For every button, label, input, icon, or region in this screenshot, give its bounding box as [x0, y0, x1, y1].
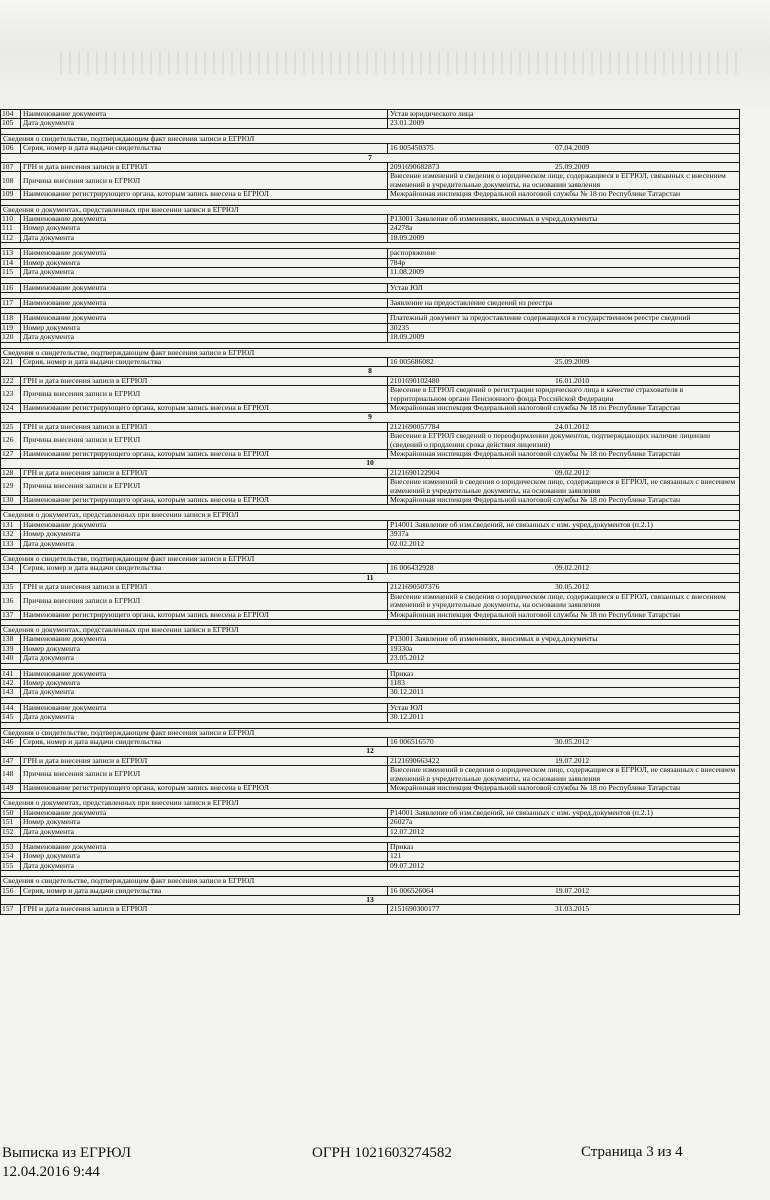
field-value-pair [390, 163, 737, 171]
field-label: Серия, номер и дата выдачи свидетельства [21, 357, 388, 366]
record-row [1, 283, 740, 292]
field-value: Внесение в ЕГРЮЛ сведений о регистрации юридического лица в качестве страхователя в территориальном органе Пенсионного фонда Российской Федерации [388, 386, 740, 404]
field-label: Номер документа [21, 852, 388, 861]
field-value-primary: 2121690122904 [390, 468, 440, 477]
field-value: Р14001 Заявление об изм.сведений, не связанных с изм. учред.документов (п.2.1) [388, 520, 740, 529]
field-value-date: 09.02.2012 [555, 468, 590, 477]
field-label: Номер документа [21, 644, 388, 653]
row-number: 133 [1, 539, 21, 548]
row-number: 149 [1, 784, 21, 793]
row-number: 106 [1, 144, 21, 153]
field-value: Заявление на предоставление сведений из реестра [388, 298, 740, 307]
field-value: Межрайонная инспекция Федеральной налоговой службы № 18 по Республике Татарстан [388, 610, 740, 619]
footer-ogrn: ОГРН 1021603274582 [312, 1145, 452, 1161]
field-value: 30.12.2011 [388, 713, 740, 722]
record-row [1, 886, 740, 895]
row-number: 139 [1, 644, 21, 653]
record-row [1, 678, 740, 687]
record-counter-row [1, 573, 740, 582]
field-value [388, 163, 740, 172]
row-number: 144 [1, 703, 21, 712]
record-row [1, 323, 740, 332]
record-counter: 10 [1, 459, 740, 468]
record-counter: 11 [1, 573, 740, 582]
field-value: Приказ [388, 843, 740, 852]
field-label: Наименование документа [21, 298, 388, 307]
field-value-date: 19.07.2012 [555, 756, 590, 765]
record-counter-row [1, 747, 740, 756]
row-number: 138 [1, 635, 21, 644]
field-label: Наименование регистрирующего органа, которым запись внесена в ЕГРЮЛ [21, 190, 388, 199]
field-label: Наименование регистрирующего органа, которым запись внесена в ЕГРЮЛ [21, 450, 388, 459]
row-number: 126 [1, 432, 21, 450]
record-row [1, 703, 740, 712]
field-value-primary: 2121690663422 [390, 756, 440, 765]
section-header-row [1, 799, 740, 808]
row-number: 147 [1, 756, 21, 765]
field-value-pair [390, 358, 737, 366]
egrul-records-body [1, 110, 740, 915]
field-label: Номер документа [21, 258, 388, 267]
record-counter-row [1, 413, 740, 422]
field-label: Причина внесения записи в ЕГРЮЛ [21, 478, 388, 496]
section-header: Сведения о свидетельстве, подтверждающем факт внесения записи в ЕГРЮЛ [1, 555, 740, 564]
field-label: ГРН и дата внесения записи в ЕГРЮЛ [21, 468, 388, 477]
record-row [1, 190, 740, 199]
field-value: 12.07.2012 [388, 827, 740, 836]
record-row [1, 163, 740, 172]
field-label: Серия, номер и дата выдачи свидетельства [21, 144, 388, 153]
record-counter: 9 [1, 413, 740, 422]
field-value: Платежный документ за предоставление содержащихся в государственном реестре сведений [388, 314, 740, 323]
record-row [1, 539, 740, 548]
record-row [1, 861, 740, 870]
field-value-primary: 16 006526064 [390, 886, 434, 895]
section-header-row [1, 555, 740, 564]
row-number: 105 [1, 119, 21, 128]
field-label: Дата документа [21, 827, 388, 836]
record-row [1, 713, 740, 722]
field-label: ГРН и дата внесения записи в ЕГРЮЛ [21, 905, 388, 914]
field-value-primary: 16 005450375 [390, 143, 434, 153]
field-label: Наименование документа [21, 635, 388, 644]
field-value-date: 07.04.2009 [555, 143, 590, 153]
field-value: 784р [388, 258, 740, 267]
record-row [1, 592, 740, 610]
field-label: Наименование документа [21, 843, 388, 852]
row-number: 145 [1, 713, 21, 722]
field-value-primary: 2091690682873 [390, 162, 440, 172]
field-value-pair [390, 377, 737, 385]
field-value [388, 422, 740, 431]
field-label: Причина внесения записи в ЕГРЮЛ [21, 432, 388, 450]
record-row [1, 224, 740, 233]
record-row [1, 520, 740, 529]
field-value [388, 756, 740, 765]
section-header-row [1, 728, 740, 737]
field-label: Номер документа [21, 224, 388, 233]
field-value-date: 19.07.2012 [555, 886, 590, 895]
field-label: Номер документа [21, 818, 388, 827]
field-value-date: 25.09.2009 [555, 162, 590, 172]
record-row [1, 376, 740, 385]
field-label: Наименование документа [21, 808, 388, 817]
field-label: Дата документа [21, 861, 388, 870]
record-row [1, 422, 740, 431]
field-value: Межрайонная инспекция Федеральной налоговой службы № 18 по Республике Татарстан [388, 190, 740, 199]
field-label: Наименование регистрирующего органа, которым запись внесена в ЕГРЮЛ [21, 784, 388, 793]
record-counter: 12 [1, 747, 740, 756]
record-row [1, 654, 740, 663]
field-value-pair [390, 738, 737, 746]
row-number: 141 [1, 669, 21, 678]
row-number: 151 [1, 818, 21, 827]
row-number: 142 [1, 678, 21, 687]
row-number: 132 [1, 530, 21, 539]
field-value: Приказ [388, 669, 740, 678]
row-number: 153 [1, 843, 21, 852]
record-row [1, 756, 740, 765]
field-label: ГРН и дата внесения записи в ЕГРЮЛ [21, 376, 388, 385]
row-number: 155 [1, 861, 21, 870]
field-label: Наименование документа [21, 110, 388, 119]
field-value-pair [390, 757, 737, 765]
field-value [388, 905, 740, 914]
section-header: Сведения о документах, представленных при внесении записи в ЕГРЮЛ [1, 511, 740, 520]
field-value [388, 886, 740, 895]
row-number: 112 [1, 233, 21, 242]
field-value-primary: 2121690057784 [390, 422, 440, 431]
row-number: 127 [1, 450, 21, 459]
field-label: Наименование документа [21, 249, 388, 258]
record-row [1, 827, 740, 836]
field-value: 23.05.2012 [388, 654, 740, 663]
footer-page-number: Страница 3 из 4 [581, 1144, 683, 1160]
field-label: Наименование документа [21, 314, 388, 323]
row-number: 104 [1, 110, 21, 119]
row-number: 123 [1, 386, 21, 404]
field-value [388, 357, 740, 366]
field-label: Наименование документа [21, 669, 388, 678]
record-row [1, 905, 740, 914]
field-value: 3937а [388, 530, 740, 539]
field-value: Межрайонная инспекция Федеральной налоговой службы № 18 по Республике Татарстан [388, 496, 740, 505]
record-row [1, 119, 740, 128]
field-value [388, 564, 740, 573]
section-header: Сведения о документах, представленных при внесении записи в ЕГРЮЛ [1, 205, 740, 214]
field-value: Межрайонная инспекция Федеральной налоговой службы № 18 по Республике Татарстан [388, 784, 740, 793]
row-number: 121 [1, 357, 21, 366]
row-number: 120 [1, 333, 21, 342]
record-row [1, 233, 740, 242]
field-value: 11.08.2009 [388, 268, 740, 277]
field-value-date: 24.01.2012 [555, 422, 590, 431]
field-value-primary: 16 006516570 [390, 737, 434, 746]
record-row [1, 468, 740, 477]
record-row [1, 766, 740, 784]
row-number: 150 [1, 808, 21, 817]
record-row [1, 144, 740, 153]
section-header-row [1, 877, 740, 886]
egrul-records-table [0, 109, 740, 915]
record-row [1, 386, 740, 404]
record-row [1, 249, 740, 258]
record-counter-row [1, 459, 740, 468]
record-counter: 8 [1, 367, 740, 376]
section-header: Сведения о свидетельстве, подтверждающем факт внесения записи в ЕГРЮЛ [1, 877, 740, 886]
field-label: Наименование документа [21, 283, 388, 292]
field-value-primary: 2151690300177 [390, 904, 440, 914]
field-value: Межрайонная инспекция Федеральной налоговой службы № 18 по Республике Татарстан [388, 403, 740, 412]
field-value-date: 09.02.2012 [555, 563, 590, 573]
field-label: Номер документа [21, 678, 388, 687]
row-number: 146 [1, 737, 21, 746]
field-value [388, 737, 740, 746]
section-header-row [1, 134, 740, 143]
record-row [1, 172, 740, 190]
row-number: 124 [1, 403, 21, 412]
record-row [1, 818, 740, 827]
record-row [1, 215, 740, 224]
field-value: Р14001 Заявление об изм.сведений, не связанных с изм. учред.документов (п.2.1) [388, 808, 740, 817]
record-row [1, 669, 740, 678]
field-value-primary: 2121690507376 [390, 582, 440, 592]
field-label: Дата документа [21, 539, 388, 548]
field-label: Наименование регистрирующего органа, которым запись внесена в ЕГРЮЛ [21, 496, 388, 505]
row-number: 115 [1, 268, 21, 277]
section-header-row [1, 511, 740, 520]
field-value-primary: 2101690102480 [390, 376, 440, 385]
field-value [388, 144, 740, 153]
section-header: Сведения о свидетельстве, подтверждающем факт внесения записи в ЕГРЮЛ [1, 728, 740, 737]
field-label: Наименование документа [21, 520, 388, 529]
field-value: 23.01.2009 [388, 119, 740, 128]
record-row [1, 843, 740, 852]
row-number: 117 [1, 298, 21, 307]
row-number: 114 [1, 258, 21, 267]
row-number: 143 [1, 688, 21, 697]
field-value-date: 16.01.2010 [555, 376, 590, 385]
row-number: 109 [1, 190, 21, 199]
record-row [1, 450, 740, 459]
field-value-pair [390, 887, 737, 895]
field-value-pair [390, 905, 737, 913]
row-number: 108 [1, 172, 21, 190]
field-value-date: 31.03.2015 [555, 904, 590, 914]
record-row [1, 784, 740, 793]
field-value-date: 30.05.2012 [555, 737, 590, 746]
record-row [1, 432, 740, 450]
row-number: 157 [1, 905, 21, 914]
record-row [1, 530, 740, 539]
record-counter-row [1, 153, 740, 162]
field-label: Серия, номер и дата выдачи свидетельства [21, 564, 388, 573]
field-value-primary: 16 006432928 [390, 563, 434, 573]
field-value: 121 [388, 852, 740, 861]
row-number: 128 [1, 468, 21, 477]
field-value [388, 468, 740, 477]
field-value: Р13001 Заявление об изменениях, вносимых в учред.документы [388, 215, 740, 224]
field-value: Внесение изменений в сведения о юридическом лице, содержащиеся в ЕГРЮЛ, не связанных с внесением изменений в учредительные документы, на основании заявления [388, 766, 740, 784]
field-label: Дата документа [21, 333, 388, 342]
field-value-pair [390, 144, 737, 152]
field-value [388, 376, 740, 385]
field-label: Серия, номер и дата выдачи свидетельства [21, 886, 388, 895]
field-label: Дата документа [21, 119, 388, 128]
record-row [1, 610, 740, 619]
field-value-pair [390, 564, 737, 572]
record-row [1, 258, 740, 267]
row-number: 140 [1, 654, 21, 663]
section-header: Сведения о свидетельстве, подтверждающем факт внесения записи в ЕГРЮЛ [1, 348, 740, 357]
field-label: Номер документа [21, 530, 388, 539]
field-value: Внесение изменений в сведения о юридическом лице, содержащиеся в ЕГРЮЛ, связанных с внесением изменений в учредительные документы, на основании заявления [388, 172, 740, 190]
field-label: Дата документа [21, 654, 388, 663]
page-footer [0, 1140, 770, 1200]
field-label: Номер документа [21, 323, 388, 332]
record-row [1, 583, 740, 592]
row-number: 125 [1, 422, 21, 431]
field-value: Устав ЮЛ [388, 703, 740, 712]
row-number: 134 [1, 564, 21, 573]
row-number: 148 [1, 766, 21, 784]
field-value: 18.09.2009 [388, 233, 740, 242]
row-number: 118 [1, 314, 21, 323]
field-value: распоряжение [388, 249, 740, 258]
field-value [388, 583, 740, 592]
field-value: 19330а [388, 644, 740, 653]
record-row [1, 564, 740, 573]
field-value-pair [390, 583, 737, 591]
record-row [1, 333, 740, 342]
field-label: ГРН и дата внесения записи в ЕГРЮЛ [21, 163, 388, 172]
record-row [1, 644, 740, 653]
record-row [1, 314, 740, 323]
record-row [1, 496, 740, 505]
row-number: 137 [1, 610, 21, 619]
row-number: 136 [1, 592, 21, 610]
record-row [1, 852, 740, 861]
record-row [1, 298, 740, 307]
row-number: 116 [1, 283, 21, 292]
row-number: 113 [1, 249, 21, 258]
field-value-date: 25.09.2009 [555, 357, 590, 366]
field-value: 02.02.2012 [388, 539, 740, 548]
record-counter-row [1, 896, 740, 905]
row-number: 107 [1, 163, 21, 172]
field-value: 24278а [388, 224, 740, 233]
section-header: Сведения о свидетельстве, подтверждающем факт внесения записи в ЕГРЮЛ [1, 134, 740, 143]
field-value: Р13001 Заявление об изменениях, вносимых в учред.документы [388, 635, 740, 644]
field-value: 30.12.2011 [388, 688, 740, 697]
field-label: Наименование документа [21, 215, 388, 224]
row-number: 156 [1, 886, 21, 895]
record-row [1, 478, 740, 496]
field-value: Межрайонная инспекция Федеральной налоговой службы № 18 по Республике Татарстан [388, 450, 740, 459]
section-header-row [1, 625, 740, 634]
section-header-row [1, 348, 740, 357]
record-row [1, 737, 740, 746]
field-label: Причина внесения записи в ЕГРЮЛ [21, 172, 388, 190]
row-number: 129 [1, 478, 21, 496]
record-row [1, 808, 740, 817]
field-label: Наименование регистрирующего органа, которым запись внесена в ЕГРЮЛ [21, 610, 388, 619]
row-number: 135 [1, 583, 21, 592]
field-label: Дата документа [21, 713, 388, 722]
field-label: ГРН и дата внесения записи в ЕГРЮЛ [21, 756, 388, 765]
section-header: Сведения о документах, представленных при внесении записи в ЕГРЮЛ [1, 799, 740, 808]
field-label: Дата документа [21, 688, 388, 697]
field-value: 26027а [388, 818, 740, 827]
row-number: 152 [1, 827, 21, 836]
row-number: 119 [1, 323, 21, 332]
field-label: Дата документа [21, 268, 388, 277]
field-value: 09.07.2012 [388, 861, 740, 870]
row-number: 154 [1, 852, 21, 861]
record-counter-row [1, 367, 740, 376]
field-label: ГРН и дата внесения записи в ЕГРЮЛ [21, 422, 388, 431]
record-row [1, 688, 740, 697]
row-number: 131 [1, 520, 21, 529]
record-row [1, 268, 740, 277]
field-value: 30235 [388, 323, 740, 332]
field-label: Серия, номер и дата выдачи свидетельства [21, 737, 388, 746]
field-value-pair [390, 469, 737, 477]
row-number: 110 [1, 215, 21, 224]
field-label: Причина внесения записи в ЕГРЮЛ [21, 766, 388, 784]
row-number: 130 [1, 496, 21, 505]
field-label: Дата документа [21, 233, 388, 242]
footer-document-title: Выписка из ЕГРЮЛ [2, 1145, 131, 1161]
section-header-row [1, 205, 740, 214]
record-row [1, 357, 740, 366]
field-value: 1183 [388, 678, 740, 687]
field-label: Причина внесения записи в ЕГРЮЛ [21, 386, 388, 404]
field-value-date: 30.05.2012 [555, 582, 590, 592]
section-header: Сведения о документах, представленных при внесении записи в ЕГРЮЛ [1, 625, 740, 634]
field-value: Устав юридического лица [388, 110, 740, 119]
scan-noise [60, 52, 740, 74]
field-value: 18.09.2009 [388, 333, 740, 342]
record-row [1, 110, 740, 119]
record-row [1, 635, 740, 644]
field-label: Наименование документа [21, 703, 388, 712]
field-value: Внесение изменений в сведения о юридическом лице, содержащиеся в ЕГРЮЛ, связанных с внесением изменений в учредительные документы, на основании заявления [388, 592, 740, 610]
field-value: Устав ЮЛ [388, 283, 740, 292]
field-value-pair [390, 423, 737, 431]
row-number: 111 [1, 224, 21, 233]
record-counter: 7 [1, 153, 740, 162]
field-label: Наименование регистрирующего органа, которым запись внесена в ЕГРЮЛ [21, 403, 388, 412]
field-value-primary: 16 005686082 [390, 357, 434, 366]
field-label: ГРН и дата внесения записи в ЕГРЮЛ [21, 583, 388, 592]
field-value: Внесение изменений в сведения о юридическом лице, содержащиеся в ЕГРЮЛ, не связанных с внесением изменений в учредительные документы, на основании заявления [388, 478, 740, 496]
field-value: Внесение в ЕГРЮЛ сведений о переоформлении документов, подтверждающих наличие лицензии (сведений о продлении срока действия лицензии) [388, 432, 740, 450]
record-counter: 13 [1, 896, 740, 905]
field-label: Причина внесения записи в ЕГРЮЛ [21, 592, 388, 610]
row-number: 122 [1, 376, 21, 385]
record-row [1, 403, 740, 412]
footer-print-date: 12.04.2016 9:44 [2, 1164, 100, 1180]
